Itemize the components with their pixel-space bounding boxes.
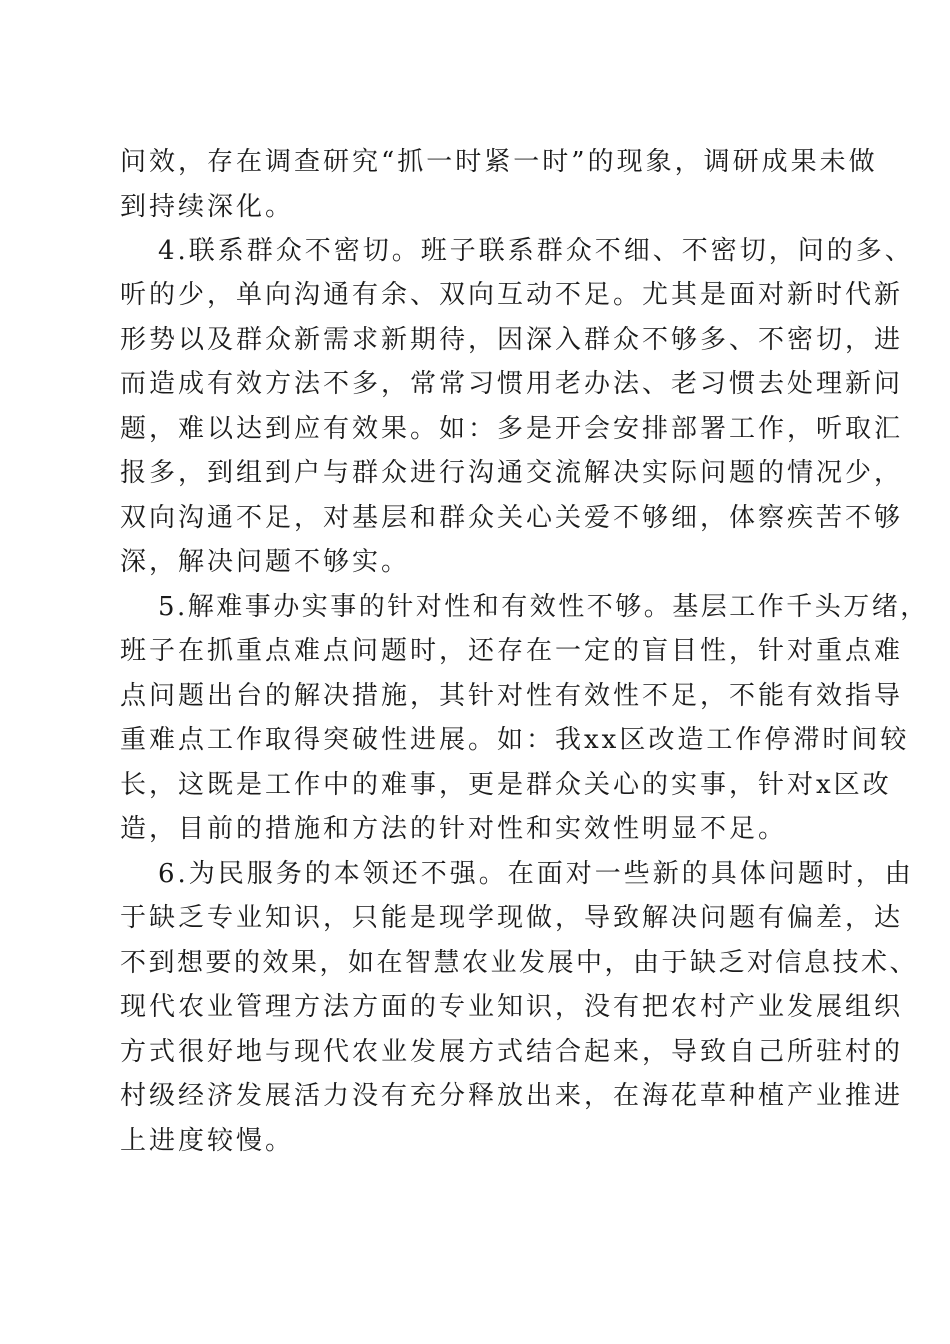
text-line: 造，目前的措施和方法的针对性和实效性明显不足。 <box>120 814 788 844</box>
text-line: 重难点工作取得突破性进展。如：我xx区改造工作停滞时间较 <box>120 725 910 755</box>
text-line: 长，这既是工作中的难事，更是群众关心的实事，针对x区改 <box>120 770 892 800</box>
text-line: 到持续深化。 <box>120 192 295 222</box>
text-line: 上进度较慢。 <box>120 1126 295 1156</box>
paragraph-5-heading-line: 5.解难事办实事的针对性和有效性不够。基层工作千头万绪， <box>158 592 929 622</box>
text-line: 听的少，单向沟通有余、双向互动不足。尤其是面对新时代新 <box>120 280 904 310</box>
paragraph-6-heading-line: 6.为民服务的本领还不强。在面对一些新的具体问题时，由 <box>158 859 914 889</box>
text-line: 报多，到组到户与群众进行沟通交流解决实际问题的情况少， <box>120 458 904 488</box>
text-line: 形势以及群众新需求新期待，因深入群众不够多、不密切，进 <box>120 325 904 355</box>
text-line: 而造成有效方法不多，常常习惯用老办法、老习惯去处理新问 <box>120 369 904 399</box>
text-line: 现代农业管理方法方面的专业知识，没有把农村产业发展组织 <box>120 992 904 1022</box>
text-line: 双向沟通不足，对基层和群众关心关爱不够细，体察疾苦不够 <box>120 503 904 533</box>
text-line: 点问题出台的解决措施，其针对性有效性不足，不能有效指导 <box>120 681 904 711</box>
text-line: 方式很好地与现代农业发展方式结合起来，导致自己所驻村的 <box>120 1037 904 1067</box>
text-line: 不到想要的效果，如在智慧农业发展中，由于缺乏对信息技术、 <box>120 948 919 978</box>
text-line: 题，难以达到应有效果。如：多是开会安排部署工作，听取汇 <box>120 414 904 444</box>
text-line: 问效，存在调查研究“抓一时紧一时”的现象，调研成果未做 <box>120 147 878 177</box>
text-line: 于缺乏专业知识，只能是现学现做，导致解决问题有偏差，达 <box>120 903 904 933</box>
paragraph-4-heading-line: 4.联系群众不密切。班子联系群众不细、不密切，问的多、 <box>158 236 914 266</box>
text-line: 深，解决问题不够实。 <box>120 547 411 577</box>
text-line: 班子在抓重点难点问题时，还存在一定的盲目性，针对重点难 <box>120 636 904 666</box>
text-line: 村级经济发展活力没有充分释放出来，在海花草种植产业推进 <box>120 1081 904 1111</box>
